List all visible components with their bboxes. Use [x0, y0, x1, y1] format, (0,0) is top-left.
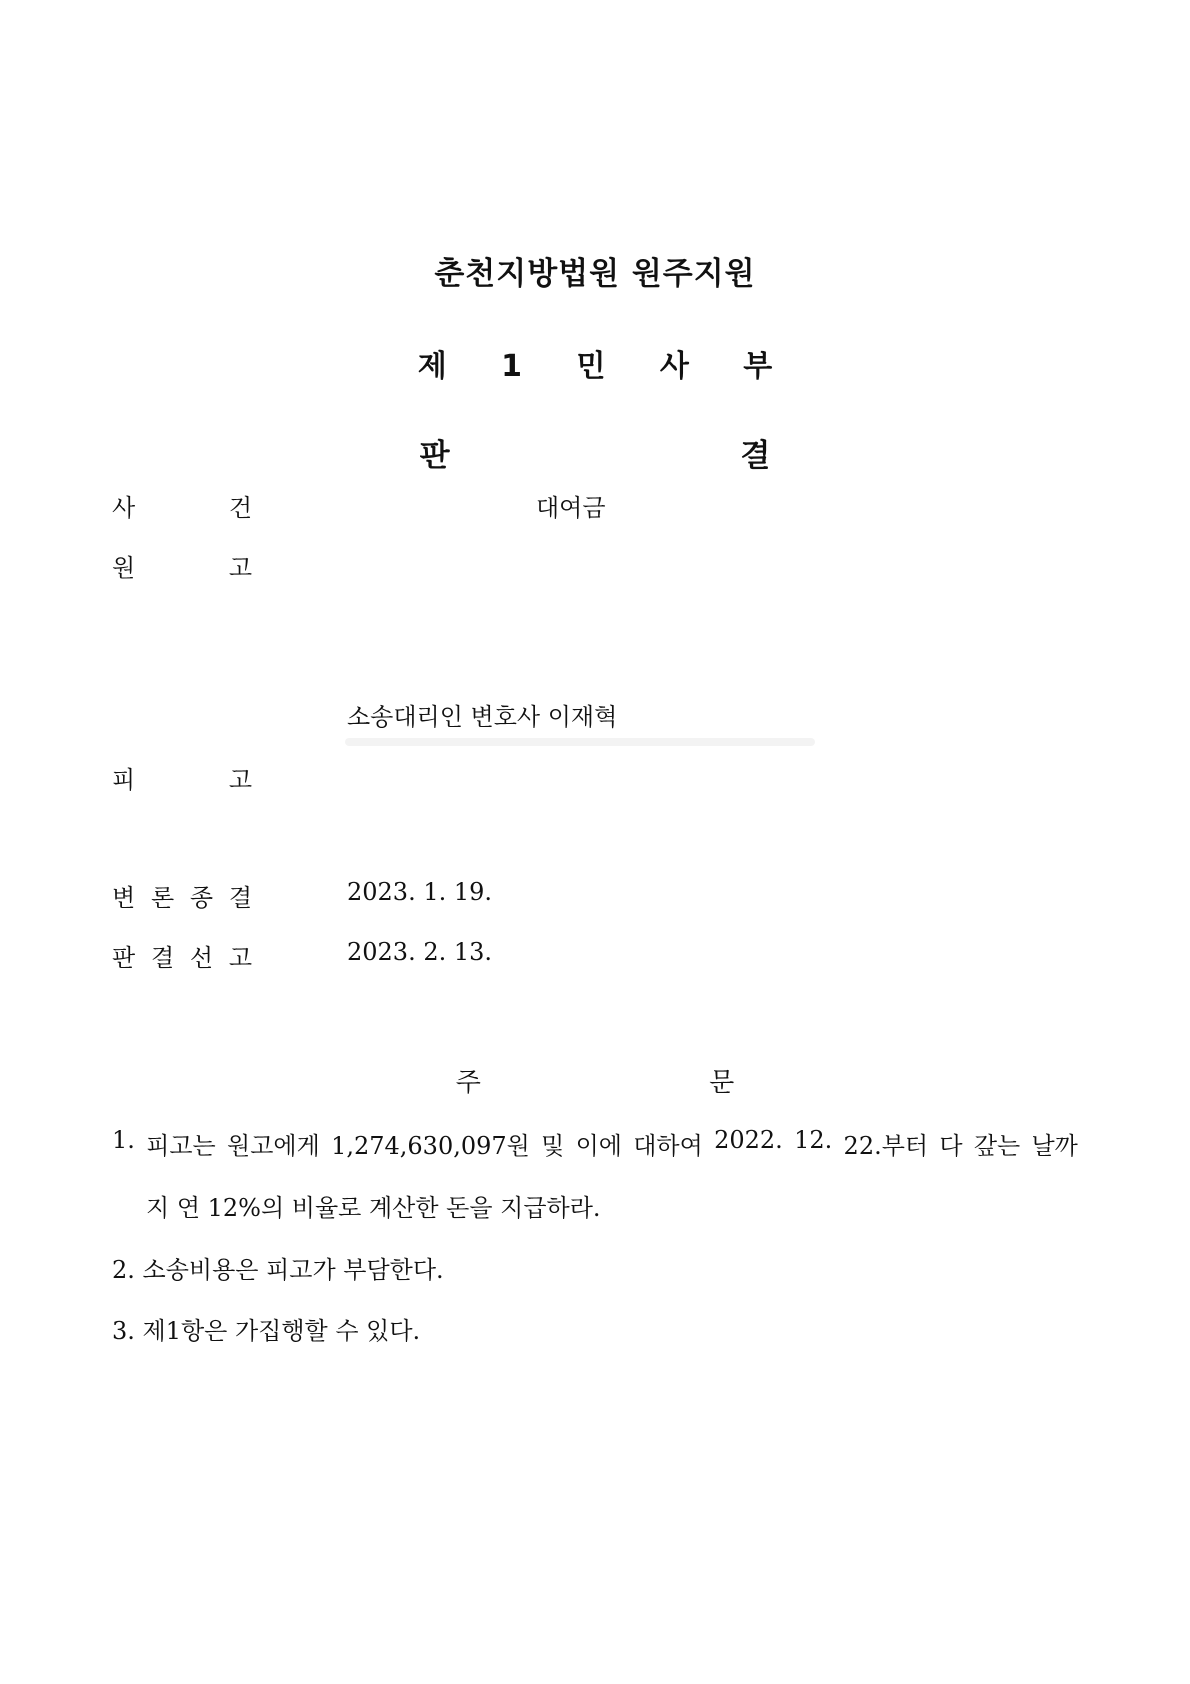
- label-char: 고: [228, 766, 252, 794]
- order-item-1-line-2: 지 연 12%의 비율로 계산한 돈을 지급하라.: [146, 1194, 601, 1222]
- label-char: 종: [189, 884, 214, 912]
- label-char: 판: [112, 944, 136, 972]
- label-char: 피: [112, 766, 136, 794]
- order-item-word: 원고에게: [227, 1132, 320, 1160]
- order-item-word: 날까: [1031, 1132, 1078, 1160]
- label-char: 변: [112, 884, 136, 912]
- order-item-text: 제1항은 가집행할 수 있다.: [142, 1317, 421, 1345]
- case-value: 대여금: [536, 494, 606, 522]
- order-item-word: 이에: [575, 1132, 622, 1160]
- order-item-word: 대하여: [633, 1132, 703, 1160]
- case-label: [112, 488, 252, 523]
- label-char: 고: [228, 554, 252, 582]
- order-item-word: 1,274,630,097원: [331, 1132, 530, 1160]
- judgment-date: 2023. 2. 13.: [347, 938, 493, 966]
- judgment-date-label: [112, 938, 252, 973]
- document-title: 판 결: [419, 438, 911, 474]
- order-section-title: 주 문: [455, 1068, 845, 1098]
- division-name: 제 1 민 사 부: [417, 349, 795, 384]
- label-char: 결: [228, 884, 252, 912]
- plaintiff-counsel: 소송대리인 변호사 이재혁: [347, 703, 618, 731]
- order-item-word: 22.부터: [843, 1132, 929, 1160]
- order-item-word: 갚는: [973, 1132, 1021, 1160]
- label-char: 고: [228, 944, 252, 972]
- order-item-number: 2.: [112, 1256, 135, 1284]
- order-item-word: 2022.: [714, 1126, 783, 1154]
- order-item-word: 및: [541, 1132, 565, 1160]
- label-char: 결: [150, 944, 175, 972]
- label-char: 론: [150, 884, 175, 912]
- order-item-number: 1.: [112, 1126, 135, 1154]
- label-char: 선: [189, 944, 214, 972]
- plaintiff-label: [112, 548, 252, 583]
- court-name: 춘천지방법원 원주지원: [434, 256, 756, 292]
- defendant-label: [112, 760, 252, 795]
- label-char: 건: [228, 494, 252, 522]
- order-item-word: 피고는: [146, 1132, 216, 1160]
- label-char: 사: [112, 494, 136, 522]
- label-char: 원: [112, 554, 136, 582]
- argument-closed-label: [112, 878, 252, 913]
- order-item-3: [112, 1311, 420, 1346]
- order-item-word: 12.: [794, 1126, 833, 1154]
- order-item-2: [112, 1250, 444, 1285]
- argument-closed-date: 2023. 1. 19.: [347, 878, 493, 906]
- order-item-word: 다: [939, 1132, 963, 1160]
- order-item-number: 3.: [112, 1317, 135, 1345]
- order-item-text: 소송비용은 피고가 부담한다.: [142, 1256, 444, 1284]
- redaction-mark: [345, 738, 815, 746]
- order-item-1-line-1: [112, 1126, 1078, 1161]
